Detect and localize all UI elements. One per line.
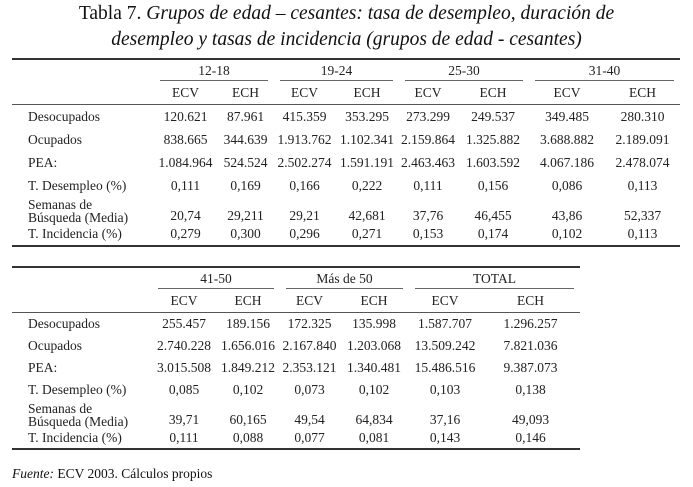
group-header <box>409 267 580 290</box>
row-label: T. Desempleo (%) <box>28 177 127 193</box>
table-cell: 1.591.191 <box>340 154 394 170</box>
table-cell: 1.587.707 <box>418 315 472 331</box>
table-cell: 20,74 <box>170 207 201 223</box>
group-label: Más de 50 <box>286 270 403 289</box>
survey-label: ECH <box>481 290 580 313</box>
survey-label: ECV <box>409 290 481 313</box>
row-label: T. Incidencia (%) <box>12 224 154 246</box>
table-age-groups-2 <box>12 266 580 450</box>
row-label: Ocupados <box>28 131 82 147</box>
group-label: 31-40 <box>535 62 674 81</box>
table-cell: 273.299 <box>406 108 450 124</box>
title-line-2: desempleo y tasas de incidencia (grupos de edad - cesantes) <box>111 29 582 50</box>
table-cell: 15.486.516 <box>414 359 476 375</box>
title-line-1 <box>0 1 693 27</box>
table-cell: 1.656.016 <box>221 337 275 353</box>
table-cell: 524.524 <box>223 154 268 170</box>
table-cell: 0,166 <box>289 177 320 193</box>
row-label-line-2: Búsqueda (Media) <box>28 413 129 429</box>
table-cell: 0,143 <box>409 428 481 449</box>
group-header-row <box>12 59 680 82</box>
table-cell: 0,138 <box>515 381 546 397</box>
table-cell: 39,71 <box>168 411 200 427</box>
table-cell: 0,169 <box>230 177 261 193</box>
table-cell: 0,073 <box>294 381 325 397</box>
table-cell: 1.849.212 <box>221 359 275 375</box>
table-cell: 353.295 <box>345 108 389 124</box>
table-cell: 29,211 <box>227 207 264 223</box>
table-cell: 280.310 <box>620 108 665 124</box>
table-cell: 349.485 <box>545 108 589 124</box>
table-cell: 1.913.762 <box>277 131 332 147</box>
table-row <box>12 129 680 151</box>
table-row <box>12 357 580 379</box>
table-cell: 3.015.508 <box>157 359 211 375</box>
row-label: PEA: <box>28 359 58 375</box>
table-cell: 1.325.882 <box>466 131 520 147</box>
table-cell: 0,113 <box>627 177 658 193</box>
row-label: T. Incidencia (%) <box>12 428 152 449</box>
table-cell: 0,174 <box>457 224 529 246</box>
source-note <box>12 466 212 482</box>
table-cell: 0,086 <box>551 177 583 193</box>
row-label: T. Desempleo (%) <box>28 381 127 397</box>
table-row <box>12 379 580 401</box>
table-cell: 1.340.481 <box>347 359 401 375</box>
table-cell: 0,222 <box>351 177 383 193</box>
row-label: Ocupados <box>28 337 82 353</box>
survey-label: ECH <box>217 82 274 105</box>
survey-label: ECV <box>280 290 339 313</box>
table-cell: 2.502.274 <box>277 154 332 170</box>
table-cell: 0,113 <box>605 224 680 246</box>
group-label: 25-30 <box>405 62 523 81</box>
table-row <box>12 224 680 246</box>
survey-label: ECV <box>152 290 216 313</box>
table-row <box>12 151 680 175</box>
group-header <box>274 59 399 82</box>
survey-label: ECH <box>605 82 680 105</box>
survey-label: ECV <box>399 82 457 105</box>
source-text: ECV 2003. Cálculos propios <box>53 466 213 481</box>
corner-cell <box>12 82 154 105</box>
table-cell: 0,111 <box>152 428 216 449</box>
row-label <box>12 401 152 428</box>
table-cell: 0,300 <box>217 224 274 246</box>
table-age-groups-1 <box>12 58 680 247</box>
table-cell: 2.167.840 <box>282 337 337 353</box>
table-row <box>12 401 580 428</box>
table-row <box>12 335 580 357</box>
table-cell: 42,681 <box>348 207 386 223</box>
group-header <box>529 59 680 82</box>
group-header <box>154 59 274 82</box>
table-cell: 0,156 <box>477 177 509 193</box>
group-header <box>280 267 409 290</box>
row-label-line-2: Búsqueda (Media) <box>28 209 129 225</box>
table-cell: 52,337 <box>623 207 662 223</box>
table-cell: 64,834 <box>355 411 393 427</box>
table-cell: 3.688.882 <box>540 131 594 147</box>
table-cell: 46,455 <box>474 207 512 223</box>
table-cell: 0,111 <box>413 177 443 193</box>
table-cell: 0,085 <box>168 381 200 397</box>
table-cell: 2.463.463 <box>401 154 455 170</box>
table-row <box>12 428 580 449</box>
group-label: 19-24 <box>280 62 393 81</box>
table-cell: 1.203.068 <box>347 337 401 353</box>
table-cell: 29,21 <box>289 207 320 223</box>
table-cell: 0,153 <box>399 224 457 246</box>
table-cell: 0,296 <box>274 224 335 246</box>
table-cell: 172.325 <box>287 315 332 331</box>
table-cell: 0,088 <box>216 428 280 449</box>
group-header <box>152 267 280 290</box>
table-cell: 2.740.228 <box>157 337 211 353</box>
corner-cell <box>12 59 154 82</box>
table-cell: 49,54 <box>294 411 325 427</box>
table-cell: 0,102 <box>529 224 605 246</box>
table-cell: 0,103 <box>429 381 461 397</box>
table-cell: 838.665 <box>163 131 208 147</box>
table-cell: 0,271 <box>335 224 399 246</box>
table-cell: 255.457 <box>162 315 206 331</box>
table-cell: 43,86 <box>551 207 583 223</box>
table-cell: 1.102.341 <box>340 131 394 147</box>
table-cell: 4.067.186 <box>540 154 594 170</box>
table-cell: 13.509.242 <box>414 337 476 353</box>
table-cell: 0,102 <box>358 381 390 397</box>
table-cell: 2.353.121 <box>282 359 337 375</box>
table-cell: 120.621 <box>163 108 208 124</box>
group-header <box>399 59 529 82</box>
table-cell: 60,165 <box>229 411 267 427</box>
table-cell: 2.478.074 <box>615 154 670 170</box>
table-cell: 87.961 <box>226 108 265 124</box>
row-label: Desocupados <box>28 108 100 124</box>
table-cell: 0,279 <box>154 224 217 246</box>
row-label: Desocupados <box>28 315 100 331</box>
table-row <box>12 313 580 335</box>
survey-label: ECH <box>335 82 399 105</box>
row-label-line-1: Semanas de <box>28 196 93 212</box>
survey-label: ECH <box>216 290 280 313</box>
table-cell: 7.821.036 <box>503 337 558 353</box>
table-cell: 37,16 <box>429 411 461 427</box>
survey-label: ECH <box>339 290 409 313</box>
table-cell: 0,111 <box>170 177 201 193</box>
table-row <box>12 105 680 129</box>
survey-label: ECV <box>529 82 605 105</box>
table-cell: 0,077 <box>280 428 339 449</box>
title-number: Tabla 7. <box>78 3 147 24</box>
row-label <box>12 197 154 224</box>
table-cell: 249.537 <box>471 108 515 124</box>
row-label-line-1: Semanas de <box>28 400 93 416</box>
survey-header-row <box>12 82 680 105</box>
table-cell: 415.359 <box>282 108 327 124</box>
survey-label: ECV <box>154 82 217 105</box>
table-cell: 9.387.073 <box>503 359 558 375</box>
survey-header-row <box>12 290 580 313</box>
table-cell: 37,76 <box>412 207 444 223</box>
table-cell: 1.296.257 <box>503 315 558 331</box>
table-cell: 344.639 <box>223 131 268 147</box>
group-label: TOTAL <box>415 270 574 289</box>
row-label: PEA: <box>28 154 58 170</box>
table-cell: 49,093 <box>511 411 550 427</box>
table-cell: 2.189.091 <box>615 131 670 147</box>
table-row <box>12 197 680 224</box>
table-cell: 0,146 <box>481 428 580 449</box>
group-header-row <box>12 267 580 290</box>
table-cell: 1.084.964 <box>158 154 213 170</box>
survey-label: ECV <box>274 82 335 105</box>
table-cell: 0,081 <box>339 428 409 449</box>
title-text-1: Grupos de edad – cesantes: tasa de desempleo, duración de <box>146 3 615 24</box>
table-cell: 135.998 <box>352 315 396 331</box>
source-label: Fuente: <box>12 466 54 481</box>
table-row <box>12 175 680 197</box>
group-label: 41-50 <box>158 270 274 289</box>
table-cell: 2.159.864 <box>401 131 455 147</box>
table-cell: 189.156 <box>226 315 270 331</box>
table-cell: 0,102 <box>232 381 264 397</box>
corner-cell <box>12 290 152 313</box>
group-label: 12-18 <box>160 62 268 81</box>
table-title <box>0 1 693 53</box>
table-cell: 1.603.592 <box>466 154 520 170</box>
survey-label: ECH <box>457 82 529 105</box>
corner-cell <box>12 267 152 290</box>
